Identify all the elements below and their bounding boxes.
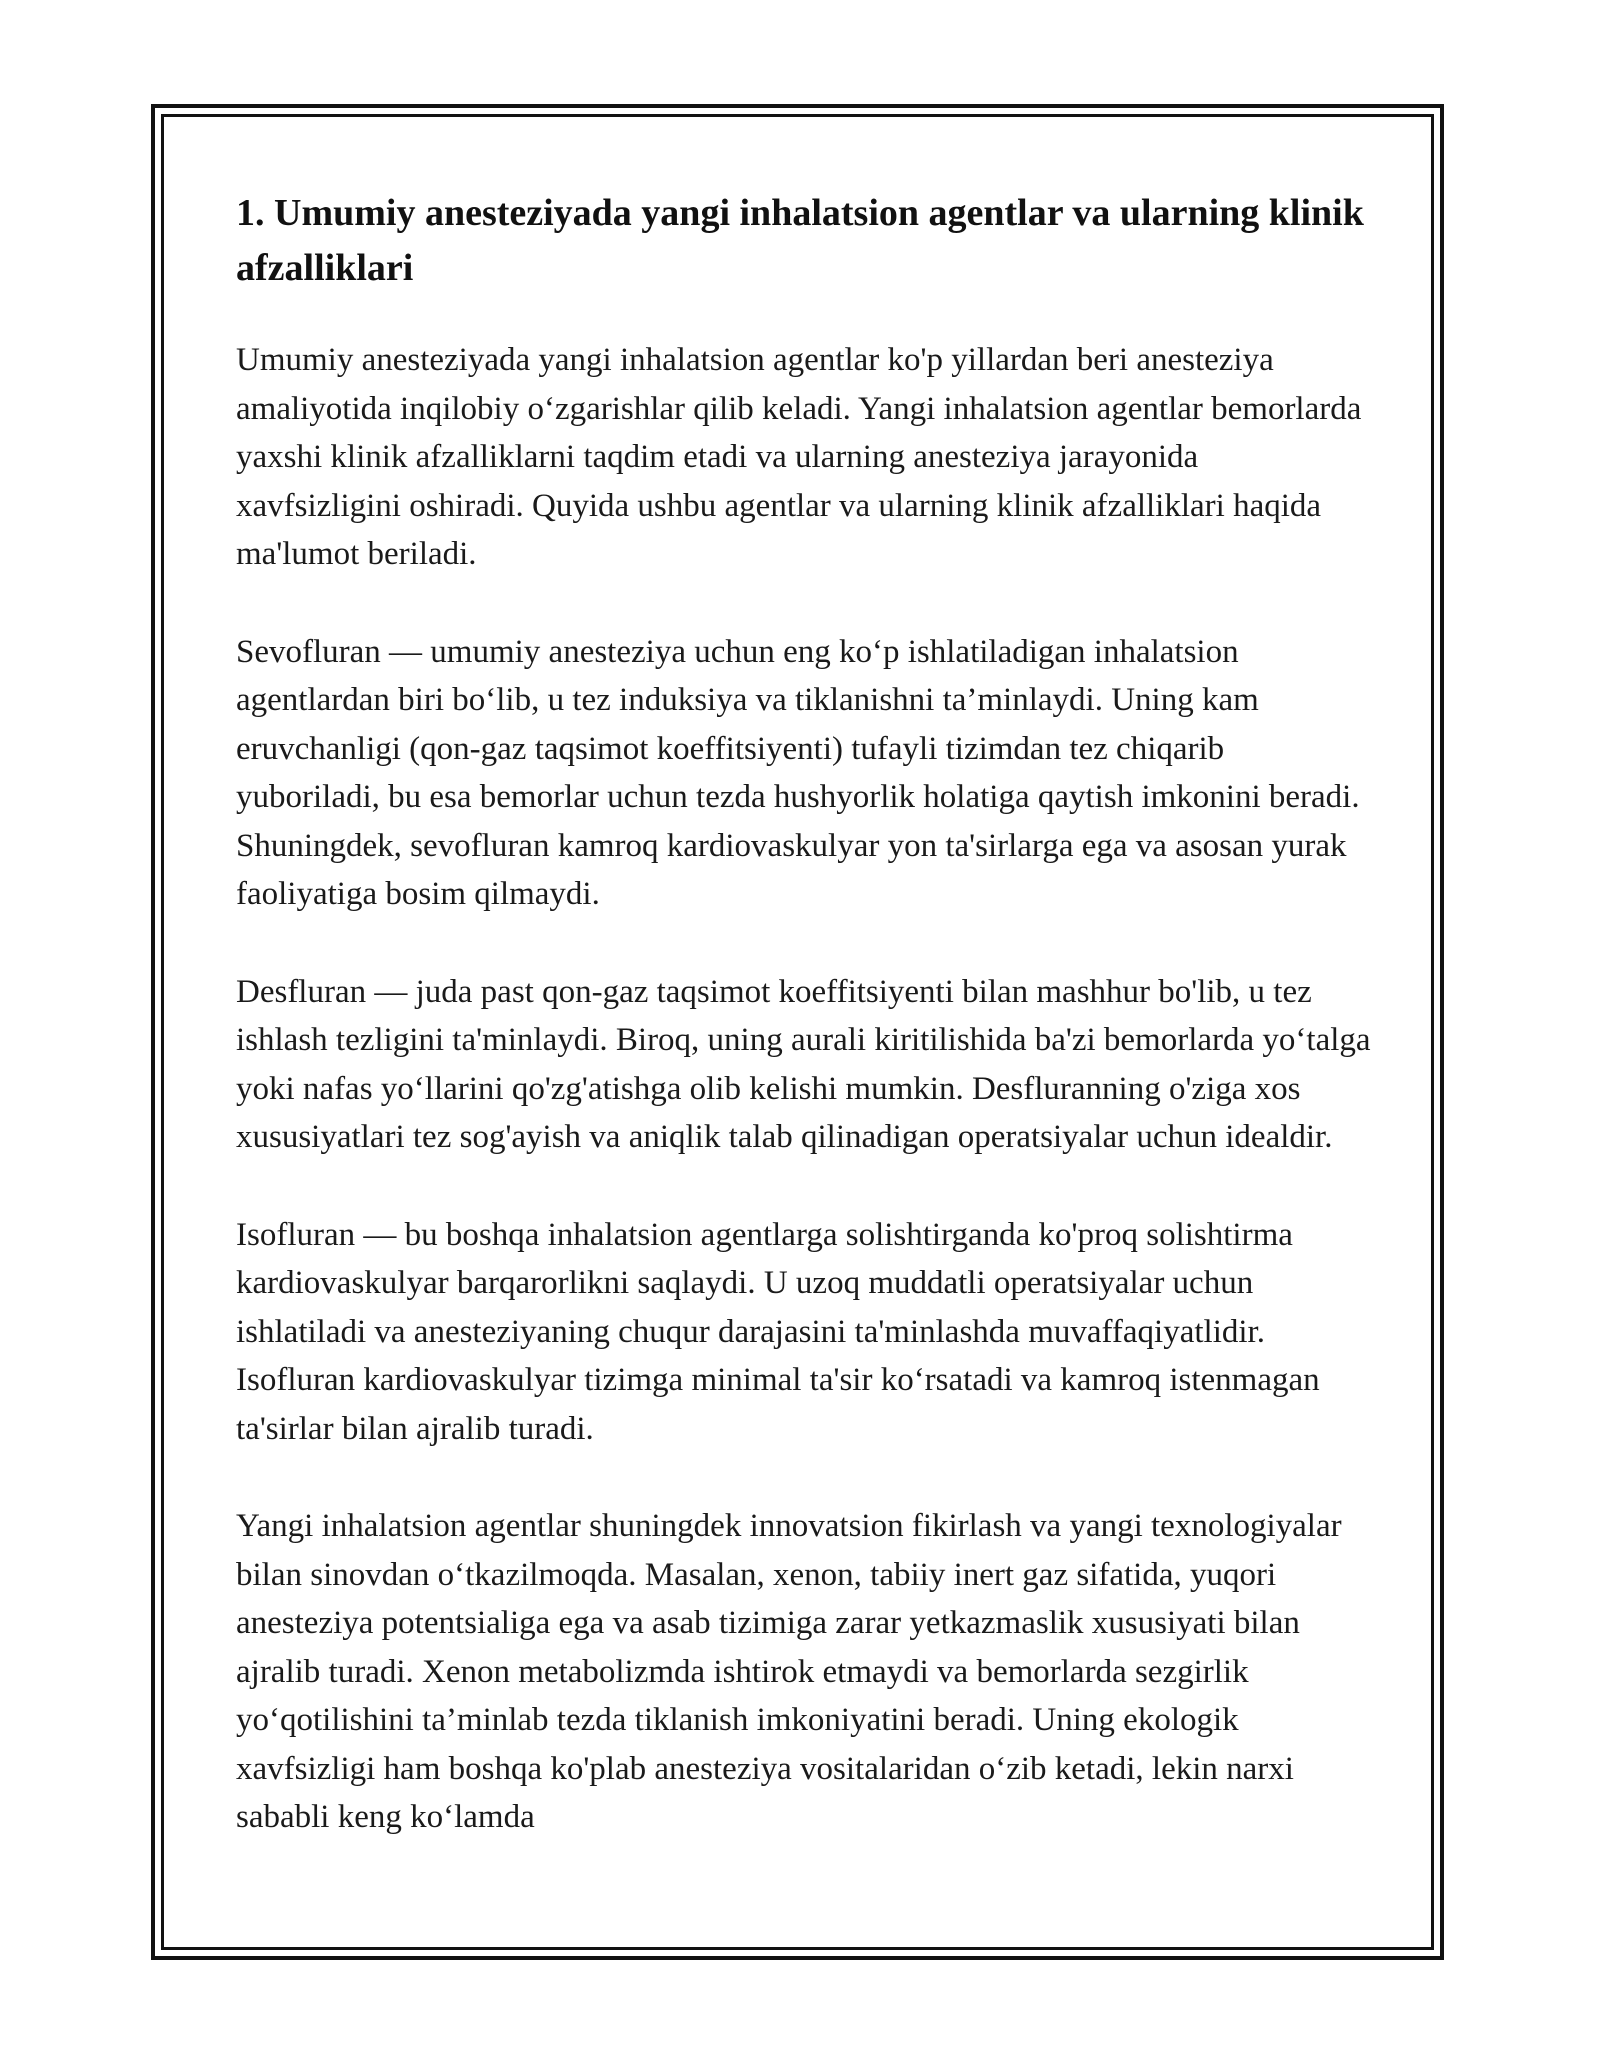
paragraph-sevofluran: Sevofluran — umumiy anesteziya uchun eng ko‘p ishlatiladigan inhalatsion agentlardan biri bo‘lib, u tez induksiya va tiklanishni ta’minlaydi. Uning kam eruvchanligi (qon-gaz taqsimot koeffitsiyenti) tufayli tizimdan tez chiqarib yuboriladi, bu esa bemorlar uchun tezda hushyorlik holatiga qaytish imkonini beradi. Shuningdek, sevofluran kamroq kardiovaskulyar yon ta'sirlarga ega va asosan yurak faoliyatiga bosim qilmaydi. — [236, 633, 1360, 912]
paragraph-desfluran: Desfluran — juda past qon-gaz taqsimot koeffitsiyenti bilan mashhur bo'lib, u tez ishlash tezligini ta'minlaydi. Biroq, uning aurali kiritilishida ba'zi bemorlarda yo‘talga yoki nafas yo‘llarini qo'zg'atishga olib kelishi mumkin. Desfluranning o'ziga xos xususiyatlari tez sog'ayish va aniqlik talab qilinadigan operatsiyalar uchun idealdir. — [236, 973, 1371, 1155]
document-body — [236, 186, 1371, 1891]
paragraph-isofluran: Isofluran — bu boshqa inhalatsion agentlarga solishtirganda ko'proq solishtirma kardiovaskulyar barqarorlikni saqlaydi. U uzoq muddatli operatsiyalar uchun ishlatiladi va anesteziyaning chuqur darajasini ta'minlashda muvaffaqiyatlidir. Isofluran kardiovaskulyar tizimga minimal ta'sir ko‘rsatadi va kamroq istenmagan ta'sirlar bilan ajralib turadi. — [236, 1216, 1320, 1447]
paragraph-new-agents: Yangi inhalatsion agentlar shuningdek innovatsion fikirlash va yangi texnologiyalar bilan sinovdan o‘tkazilmoqda. Masalan, xenon, tabiiy inert gaz sifatida, yuqori anesteziya potentsialiga ega va asab tizimiga zarar yetkazmaslik xususiyati bilan ajralib turadi. Xenon metabolizmda ishtirok etmaydi va bemorlarda sezgirlik yo‘qotilishini ta’minlab tezda tiklanish imkoniyatini beradi. Uning ekologik xavfsizligi ham boshqa ko'plab anesteziya vositalaridan o‘zib ketadi, lekin narxi sababli keng ko‘lamda — [236, 1508, 1342, 1835]
paragraph-intro: Umumiy anesteziyada yangi inhalatsion agentlar ko'p yillardan beri anesteziya amaliyotida inqilobiy o‘zgarishlar qilib keladi. Yangi inhalatsion agentlar bemorlarda yaxshi klinik afzalliklarni taqdim etadi va ularning anesteziya jarayonida xavfsizligini oshiradi. Quyida ushbu agentlar va ularning klinik afzalliklari haqida ma'lumot beriladi. — [236, 342, 1362, 572]
section-heading: 1. Umumiy anesteziyada yangi inhalatsion agentlar va ularning klinik afzalliklari — [236, 192, 1364, 289]
